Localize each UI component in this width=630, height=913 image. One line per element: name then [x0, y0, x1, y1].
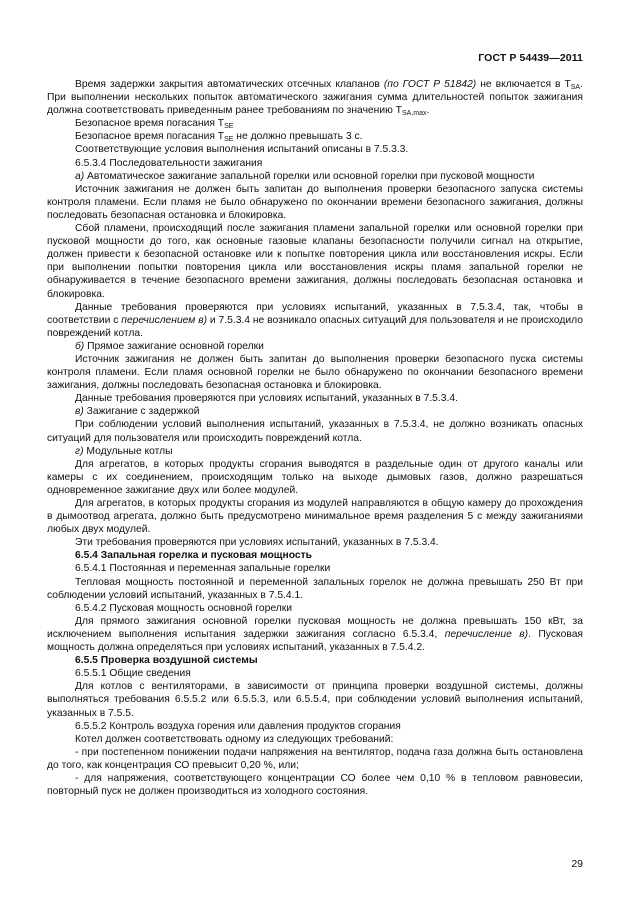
paragraph: При соблюдении условий выполнения испытаний, указанных в 7.5.3.4, не должно возникать опасных ситуаций для пользователя или происходить повреждений котла.: [47, 419, 583, 444]
paragraph: Для агрегатов, в которых продукты сгорания выводятся в раздельные один от другого каналы или камеры с их соединением, происходящим только на выходе дымовых газов, должно разрешаться одновременное зажигание двух или более модулей.: [47, 458, 583, 496]
subsection-heading: [47, 340, 583, 353]
section-heading: 6.5.3.4 Последовательности зажигания: [75, 157, 263, 169]
paragraph: Котел должен соответствовать одному из следующих требований:: [75, 733, 394, 745]
paragraph: Соответствующие условия выполнения испытаний описаны в 7.5.3.3.: [75, 144, 409, 156]
text-span: . Пусковая мощность должна определяться при условиях испытаний, указанных в 7.5.4.2.: [47, 628, 583, 654]
reference-italic: перечислением в): [121, 314, 208, 326]
list-marker: а): [75, 170, 85, 182]
text-span: и 7.5.3.4 не возникало опасных ситуаций для пользователя и не происходило повреждений котла.: [47, 314, 584, 339]
paragraph: Тепловая мощность постоянной и переменной запальных горелок не должна превышать 250 Вт при соблюдении условий испытаний, указанных в 7.5.4.1.: [47, 576, 583, 601]
paragraph: Для котлов с вентиляторами, в зависимости от принципа проверки воздушной системы, должны выполняться требования 6.5.5.2 или 6.5.5.3, или 6.5.5.4, при соблюдении условий выполнения испытаний, указанных в 7.5.5.: [47, 681, 583, 719]
text-span: Прямое зажигание основной горелки: [84, 340, 264, 352]
list-marker: б): [75, 340, 85, 352]
paragraph: [47, 301, 583, 340]
text-span: не включается в T: [476, 79, 571, 90]
subsection-heading: [47, 405, 583, 418]
reference-italic: (по ГОСТ Р 51842): [383, 79, 477, 90]
paragraph: [47, 130, 583, 143]
paragraph: Данные требования проверяются при условиях испытаний, указанных в 7.5.3.4.: [75, 393, 458, 405]
paragraph: [47, 615, 583, 654]
subscript: SE: [224, 136, 234, 144]
subsection-heading: [47, 445, 583, 458]
text-span: Для прямого зажигания основной горелки пусковая мощность не должна превышать 150 кВт, за исключением выполнения испытания задержки зажигания согласно 6.5.3.4,: [47, 615, 583, 640]
text-span: Безопасное время погасания T: [75, 131, 225, 143]
text-span: Безопасное время погасания T: [75, 118, 225, 130]
paragraph: Эти требования проверяются при условиях испытаний, указанных в 7.5.3.4.: [75, 537, 439, 549]
text-span: Автоматическое зажигание запальной горелки или основной горелки при пусковой мощности: [84, 170, 535, 182]
text-span: Модульные котлы: [83, 445, 173, 457]
text-span: . При выполнении нескольких попыток автоматического зажигания сумма длительностей попыток зажигания должна соответствовать приведенным ранее требованиям по значению T: [47, 79, 583, 117]
document-body: [47, 78, 583, 798]
paragraph: [47, 117, 583, 130]
paragraph: Источник зажигания не должен быть запитан до выполнения проверки безопасного запуска системы контроля пламени. Если пламя не было обнаружено по окончании времени безопасного зажигания, должны последовать безопасная остановка и блокировка.: [47, 183, 583, 221]
subscript: SA: [570, 84, 581, 91]
document-header: ГОСТ Р 54439—2011: [478, 52, 583, 64]
paragraph: Для агрегатов, в которых продукты сгорания из модулей направляются в общую камеру до прохождения в дымоотвод агрегата, должно быть предусмотрено минимальное время разделения 5 с между зажиганиями любых двух модулей.: [47, 498, 583, 536]
text-span: Данные требования проверяются при условиях испытаний, указанных в 7.5.3.4, так, чтобы в соответствии с: [47, 301, 583, 326]
text-span: Зажигание с задержкой: [83, 406, 200, 418]
list-marker: г): [75, 445, 84, 457]
text-span: не должно превышать 3 с.: [233, 131, 363, 143]
reference-italic: перечисление в): [444, 628, 529, 640]
subscript: SA,max: [401, 110, 427, 118]
text-span: .: [426, 105, 430, 117]
subscript: SE: [224, 123, 234, 131]
section-heading-bold: 6.5.4 Запальная горелка и пусковая мощность: [75, 550, 312, 562]
paragraph: Сбой пламени, происходящий после зажигания пламени запальной горелки или основной горелки при пусковой мощности до того, как основные газовые клапаны безопасности получили сигнал на открытие, должен привести к безопасной остановке или к попытке повторения цикла или восстановления искры. Если при выполнении попытки повторения цикла или восстановления искры пламя запальной горелки не обнаруживается в течение безопасного времени зажигания, должны последовать безопасная остановка и блокировка.: [47, 223, 583, 300]
subsection-heading: [47, 170, 583, 183]
list-marker: в): [75, 406, 84, 418]
section-heading: 6.5.5.1 Общие сведения: [75, 668, 191, 680]
paragraph: [47, 78, 583, 117]
list-item: - при постепенном понижении подачи напряжения на вентилятор, подача газа должна быть остановлена до того, как концентрация СО превысит 0,20 %, или;: [47, 746, 583, 771]
section-heading: 6.5.5.2 Контроль воздуха горения или давления продуктов сгорания: [75, 720, 401, 732]
list-item: - для напряжения, соответствующего концентрации СО более чем 0,10 % в тепловом равновесии, повторный пуск не должен производиться из холодного состояния.: [47, 772, 583, 798]
paragraph: Источник зажигания не должен быть запитан до выполнения проверки безопасного пуска системы контроля пламени. Если пламя основной горелки не было обнаружено по окончании безопасного времени зажигания, должны последовать безопасная остановка и блокировка.: [47, 353, 583, 392]
text-span: Время задержки закрытия автоматических отсечных клапанов: [75, 79, 384, 90]
section-heading-bold: 6.5.5 Проверка воздушной системы: [75, 655, 258, 667]
section-heading: 6.5.4.1 Постоянная и переменная запальные горелки: [75, 563, 331, 575]
section-heading: 6.5.4.2 Пусковая мощность основной горелки: [75, 602, 292, 614]
page-number: 29: [571, 858, 583, 870]
